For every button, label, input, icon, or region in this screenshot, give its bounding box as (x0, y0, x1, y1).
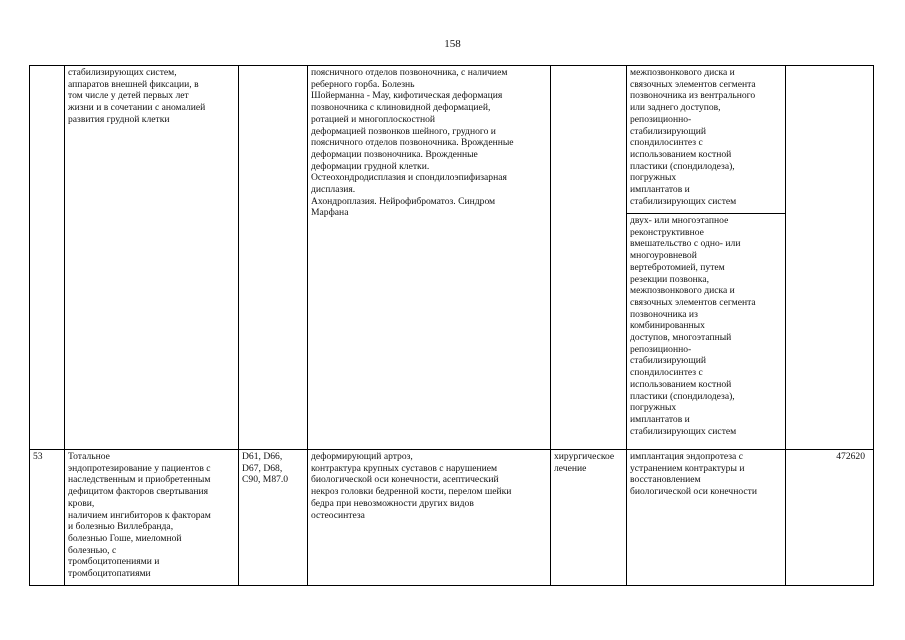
cell-text-line: остеосинтеза (311, 509, 365, 521)
cell-text-line: том числе у детей первых лет (68, 90, 189, 102)
cell-text-line: бедра при невозможности других видов (311, 497, 474, 509)
cell-text-line: Остеохондродисплазия и спондилоэпифизарная (311, 172, 507, 184)
table-row-53 (30, 450, 874, 586)
cell-text-line: позвоночника с клиновидной деформацией, (311, 102, 491, 114)
cell-text-line: восстановлением (630, 474, 701, 486)
cell-text-line: развития грудной клетки (68, 113, 170, 125)
cell-text-line: болезнью, с (68, 544, 117, 556)
cell-text-line: болезнью Гоше, миеломной (68, 532, 182, 544)
cell-text-line: погружных (630, 172, 677, 184)
cell-text-line: реберного горба. Болезнь (311, 78, 415, 90)
cell-text-line: Марфана (311, 207, 349, 219)
cell-text-line: межпозвонкового диска и (630, 285, 735, 297)
cell-codes (239, 450, 308, 586)
page-number: 158 (444, 38, 461, 50)
cell-text-line: крови, (68, 497, 95, 509)
medical-care-table (29, 65, 874, 586)
cell-text-line: Ахондроплазия. Нейрофиброматоз. Синдром (311, 195, 496, 207)
cell-treatment-type (551, 450, 627, 586)
cell-text-line: позвоночника из (630, 308, 698, 320)
cell-patient-model (308, 66, 551, 450)
cell-text-line: деформации грудной клетки. (311, 160, 430, 172)
cell-text-line: поясничного отделов позвоночника, с наличием (311, 67, 508, 78)
cell-text-line: связочных элементов сегмента (630, 296, 756, 308)
cell-text-line: спондилосинтез с (630, 367, 703, 379)
table-row-continued-a (30, 66, 874, 214)
cell-text-line: погружных (630, 402, 677, 414)
cell-text-line: стабилизирующих систем (630, 425, 737, 437)
cell-text-line: стабилизирующий (630, 125, 706, 137)
cell-text-line: дефицитом факторов свертывания (68, 486, 209, 498)
cell-text-line: некроз головки бедренной кости, перелом шейки (311, 486, 512, 498)
cell-text-line: реконструктивное (630, 226, 704, 238)
cell-text-line: или заднего доступов, (630, 102, 721, 114)
cell-text-line: поясничного отделов позвоночника. Врожденные (311, 137, 514, 149)
cell-text-line: пластики (спондилодеза), (630, 160, 735, 172)
cell-text-line: двух- или многоэтапное (630, 215, 729, 226)
cell-name (65, 66, 239, 450)
cell-text-line: D67, D68, (242, 462, 283, 474)
cell-text-line: вмешательство с одно- или (630, 238, 741, 250)
cell-method-1 (627, 66, 786, 214)
cell-text-line: дисплазия. (311, 184, 356, 196)
cell-text-line: репозиционно- (630, 343, 692, 355)
cell-text-line: позвоночника из вентрального (630, 90, 756, 102)
cell-text-line: Шойерманна - Мау, кифотическая деформация (311, 90, 503, 102)
cell-text-line: стабилизирующий (630, 355, 706, 367)
cell-text-line: стабилизирующих систем, (68, 67, 177, 78)
cell-cost: 472620 (786, 450, 874, 586)
cell-method (627, 450, 786, 586)
cell-text-line: устранением контрактуры и (630, 462, 745, 474)
cell-text-line: репозиционно- (630, 113, 692, 125)
cell-text-line: резекции позвонка, (630, 273, 709, 285)
cell-text-line: комбинированных (630, 320, 705, 332)
cell-text-line: биологической оси конечности (630, 486, 757, 498)
cell-text-line: пластики (спондилодеза), (630, 390, 735, 402)
cell-text-line: эндопротезирование у пациентов с (68, 462, 211, 474)
cell-number: 53 (30, 450, 65, 586)
cell-text-line: имплантатов и (630, 413, 690, 425)
cell-number (30, 66, 65, 450)
cell-text-line: деформацией позвонков шейного, грудного и (311, 125, 496, 137)
cell-text-line: связочных элементов сегмента (630, 78, 756, 90)
cell-text-line: многоуровневой (630, 250, 697, 262)
cell-codes (239, 66, 308, 450)
cell-text-line: Тотальное (68, 451, 110, 462)
cell-text-line: доступов, многоэтапный (630, 332, 732, 344)
cell-text-line: тромбоцитопатиями (68, 568, 151, 580)
cell-text-line: контрактура крупных суставов с нарушением (311, 462, 498, 474)
cell-text-line: лечение (554, 462, 587, 474)
cell-text-line: аппаратов внешней фиксации, в (68, 78, 199, 90)
cell-text-line: имплантация эндопротеза с (630, 451, 743, 462)
cell-text-line: использованием костной (630, 378, 732, 390)
cell-text-line: жизни и в сочетании с аномалией (68, 102, 206, 114)
cell-text-line: стабилизирующих систем (630, 195, 737, 207)
cell-text-line: наличием ингибиторов к факторам (68, 509, 211, 521)
cell-text-line: C90, M87.0 (242, 474, 289, 486)
cell-text-line: деформирующий артроз, (311, 451, 413, 462)
cell-text-line: биологической оси конечности, асептический (311, 474, 499, 486)
cell-text-line: межпозвонкового диска и (630, 67, 735, 78)
cell-text-line: тромбоцитопениями и (68, 556, 160, 568)
cell-treatment-type (551, 66, 627, 450)
cell-patient-model (308, 450, 551, 586)
cell-text-line: спондилосинтез с (630, 137, 703, 149)
cell-text-line: D61, D66, (242, 451, 283, 462)
cell-text-line: хирургическое (554, 451, 615, 462)
cell-cost (786, 66, 874, 450)
cell-text-line: и болезнью Виллебранда, (68, 521, 174, 533)
cell-name (65, 450, 239, 586)
cell-text-line: имплантатов и (630, 184, 690, 196)
cell-text-line: деформации позвоночника. Врожденные (311, 148, 478, 160)
cell-text-line: использованием костной (630, 148, 732, 160)
cell-text-line: вертебротомией, путем (630, 261, 725, 273)
cell-text-line: ротацией и многоплоскостной (311, 113, 436, 125)
cell-method-2 (627, 214, 786, 450)
cell-text-line: наследственным и приобретенным (68, 474, 211, 486)
